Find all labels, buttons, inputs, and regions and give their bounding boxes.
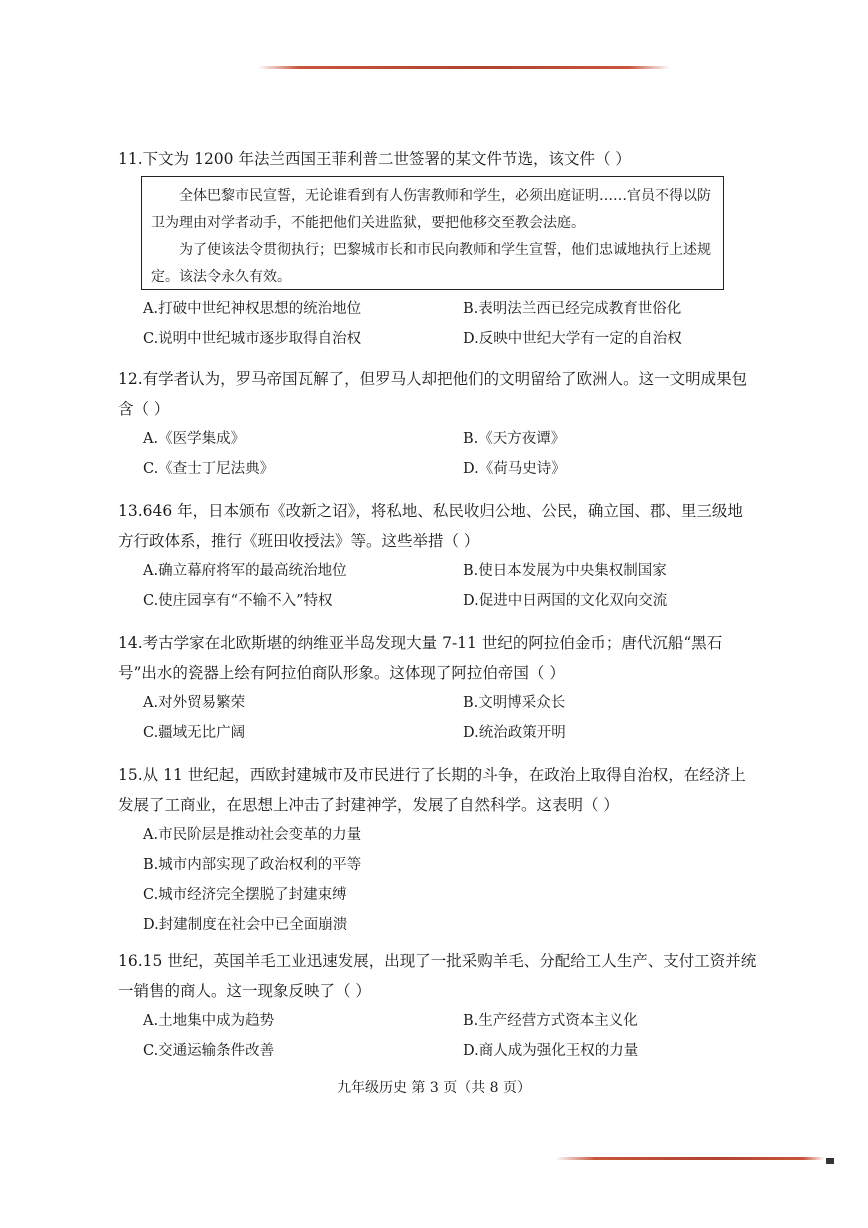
option-a[interactable]: A.确立幕府将军的最高统治地位 [143, 563, 347, 579]
question-stem: 15.从 11 世纪起，西欧封建城市及市民进行了长期的斗争，在政治上取得自治权，在经济上发展了工商业，在思想上冲击了封建神学，发展了自然科学。这表明（ ） [118, 766, 746, 814]
option-b[interactable]: B.生产经营方式资本主义化 [463, 1013, 638, 1029]
question-stem: 11.下文为 1200 年法兰西国王菲利普二世签署的某文件节选，该文件（ ） [118, 150, 631, 168]
option-c[interactable]: C.交通运输条件改善 [143, 1043, 275, 1059]
option-d[interactable]: D.商人成为强化王权的力量 [463, 1043, 639, 1059]
option-a[interactable]: A.市民阶层是推动社会变革的力量 [143, 827, 362, 843]
option-b[interactable]: B.城市内部实现了政治权利的平等 [143, 857, 362, 873]
option-d[interactable]: D.封建制度在社会中已全面崩溃 [143, 917, 348, 933]
question-16 [118, 946, 758, 1066]
question-11 [118, 144, 758, 174]
scan-edge-line-bottom [555, 1157, 825, 1160]
option-b[interactable]: B.《天方夜谭》 [463, 431, 566, 447]
quote-paragraph: 为了使该法令贯彻执行；巴黎城市长和市民向教师和学生宣誓，他们忠诚地执行上述规定。该法令永久有效。 [151, 242, 711, 285]
option-c[interactable]: C.使庄园享有“不输不入”特权 [143, 593, 333, 609]
question-13 [118, 496, 758, 616]
option-d[interactable]: D.统治政策开明 [463, 725, 566, 741]
scan-mark [826, 1158, 834, 1164]
option-c[interactable]: C.说明中世纪城市逐步取得自治权 [143, 331, 362, 347]
option-c[interactable]: C.疆域无比广阔 [143, 725, 246, 741]
option-a[interactable]: A.土地集中成为趋势 [143, 1013, 275, 1029]
source-quote-box [141, 176, 724, 290]
option-d[interactable]: D.促进中日两国的文化双向交流 [463, 593, 668, 609]
option-d[interactable]: D.反映中世纪大学有一定的自治权 [463, 331, 682, 347]
option-a[interactable]: A.打破中世纪神权思想的统治地位 [143, 301, 362, 317]
scan-edge-line-top [258, 66, 670, 69]
question-15 [118, 760, 758, 940]
option-a[interactable]: A.对外贸易繁荣 [143, 695, 246, 711]
question-stem: 16.15 世纪，英国羊毛工业迅速发展，出现了一批采购羊毛、分配给工人生产、支付工资并统一销售的商人。这一现象反映了（ ） [118, 952, 757, 1000]
question-11-options [118, 294, 758, 354]
option-c[interactable]: C.《查士丁尼法典》 [143, 461, 275, 477]
option-b[interactable]: B.文明博采众长 [463, 695, 566, 711]
option-d[interactable]: D.《荷马史诗》 [463, 461, 566, 477]
quote-paragraph: 全体巴黎市民宣誓，无论谁看到有人伤害教师和学生，必须出庭证明……官员不得以防卫为理由对学者动手，不能把他们关进监狱，要把他移交至教会法庭。 [151, 188, 711, 231]
question-14 [118, 628, 758, 748]
option-a[interactable]: A.《医学集成》 [143, 431, 246, 447]
question-stem: 14.考古学家在北欧斯堪的纳维亚半岛发现大量 7-11 世纪的阿拉伯金币；唐代沉船“黑石号”出水的瓷器上绘有阿拉伯商队形象。这体现了阿拉伯帝国（ ） [118, 634, 723, 682]
question-stem: 12.有学者认为，罗马帝国瓦解了，但罗马人却把他们的文明留给了欧洲人。这一文明成果包含（ ） [118, 370, 748, 418]
question-stem: 13.646 年，日本颁布《改新之诏》，将私地、私民收归公地、公民，确立国、郡、里三级地方行政体系，推行《班田收授法》等。这些举措（ ） [118, 502, 743, 550]
page-footer: 九年级历史 第 3 页（共 8 页） [336, 1080, 532, 1096]
option-b[interactable]: B.表明法兰西已经完成教育世俗化 [463, 301, 682, 317]
option-c[interactable]: C.城市经济完全摆脱了封建束缚 [143, 887, 347, 903]
question-12 [118, 364, 758, 484]
option-b[interactable]: B.使日本发展为中央集权制国家 [463, 563, 667, 579]
